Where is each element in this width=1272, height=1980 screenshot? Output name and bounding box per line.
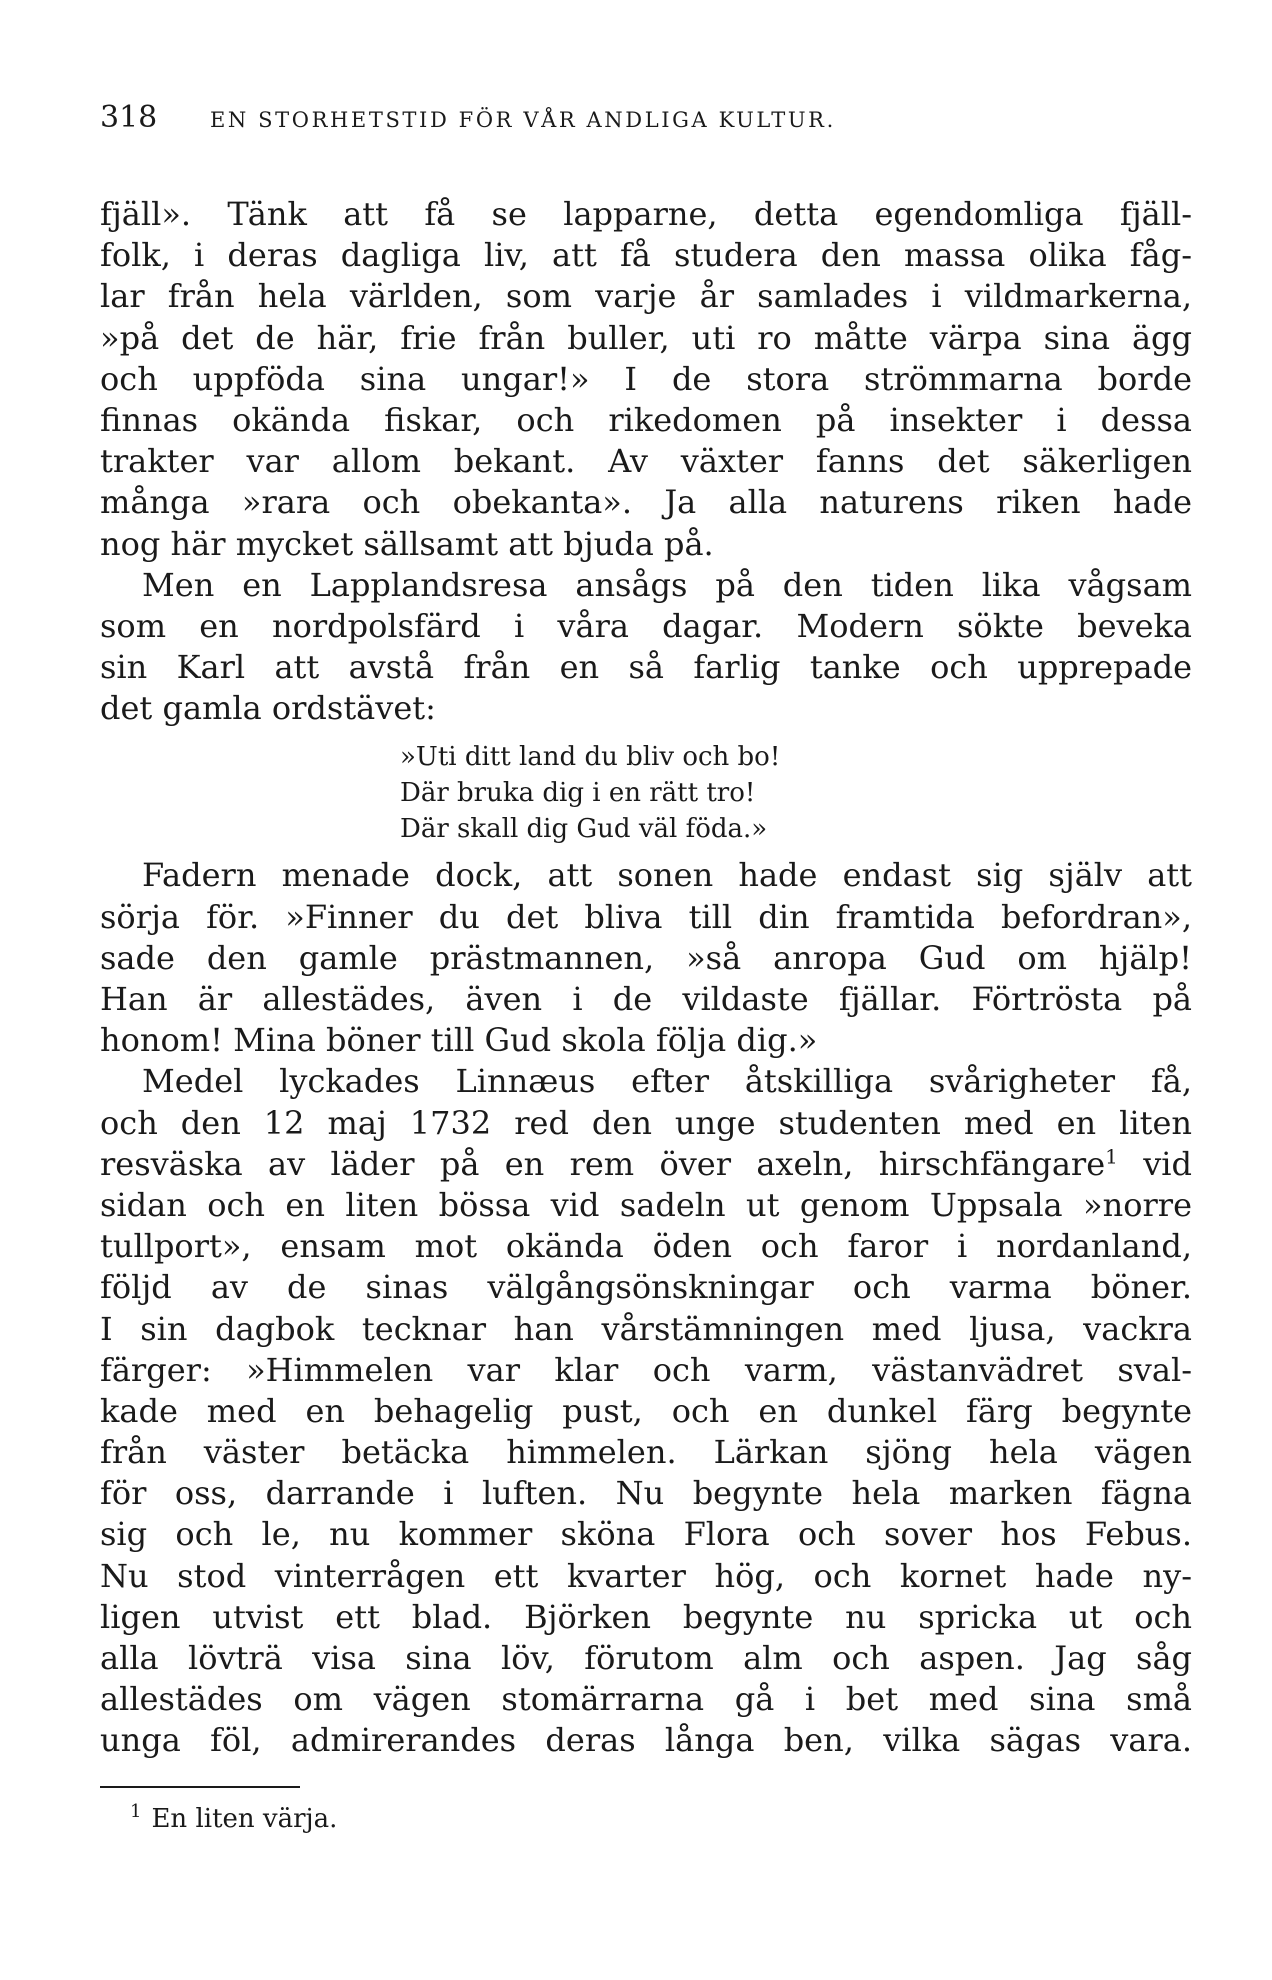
footnote-reference[interactable]: 1	[1105, 1144, 1118, 1169]
text-line: sade den gamle prästmannen, »så anropa Gud om hjälp!	[100, 938, 1192, 977]
paragraph-4	[100, 1061, 1192, 1761]
text-line: fjäll». Tänk att få se lapparne, detta egendomliga fjäll-	[100, 195, 1192, 233]
text-line: det gamla ordstävet:	[100, 689, 436, 728]
text-line: färger: »Himmelen var klar och varm, västanvädret sval-	[100, 1350, 1192, 1389]
running-title: EN STORHETSTID FÖR VÅR ANDLIGA KULTUR.	[210, 108, 836, 132]
text-line: sin Karl att avstå från en så farlig tanke och upprepade	[100, 648, 1192, 687]
text-line: Medel lyckades Linnæus efter åtskilliga svårigheter få,	[142, 1062, 1192, 1101]
text-line: Men en Lapplandsresa ansågs på den tiden lika vågsam	[142, 565, 1192, 604]
footnote-text: En liten värja.	[151, 1803, 338, 1834]
text-line: folk, i deras dagliga liv, att få studera den massa olika fåg-	[100, 236, 1192, 275]
text-line: unga föl, admirerandes deras långa ben, vilka sägas vara.	[100, 1721, 1192, 1760]
paragraph-2	[100, 565, 1192, 730]
verse-line: Där skall dig Gud väl föda.»	[400, 814, 768, 845]
verse-line: »Uti ditt land du bliv och bo!	[400, 742, 781, 773]
text-line: sörja för. »Finner du det bliva till din framtida befordran»,	[100, 897, 1192, 936]
text-line: honom! Mina böner till Gud skola följa dig.»	[100, 1021, 818, 1060]
page-number: 318	[100, 100, 158, 135]
text-line: ligen utvist ett blad. Björken begynte nu spricka ut och	[100, 1597, 1192, 1636]
paragraph-1	[100, 194, 1192, 565]
text-line: »på det de här, frie från buller, uti ro måtte värpa sina ägg	[100, 318, 1192, 357]
text-line: finnas okända fiskar, och rikedomen på insekter i dessa	[100, 400, 1192, 439]
text-line: nog här mycket sällsamt att bjuda på.	[100, 524, 714, 563]
text-fragment: resväska av läder på en rem över axeln, hirschfängare	[100, 1144, 1106, 1183]
text-line: och den 12 maj 1732 red den unge studenten med en liten	[100, 1103, 1192, 1142]
text-line: sidan och en liten bössa vid sadeln ut genom Uppsala »norre	[100, 1185, 1192, 1224]
paragraph-3	[100, 855, 1192, 1061]
text-line: allestädes om vägen stomärrarna gå i bet med sina små	[100, 1680, 1192, 1719]
text-line-with-footnote	[100, 1144, 1192, 1185]
text-line: för oss, darrande i luften. Nu begynte hela marken fägna	[100, 1474, 1192, 1513]
text-line: Han är allestädes, även i de vildaste fjällar. Förtrösta på	[100, 980, 1192, 1018]
text-line: tullport», ensam mot okända öden och faror i nordanland,	[100, 1227, 1192, 1266]
text-line: Fadern menade dock, att sonen hade endast sig själv att	[142, 856, 1192, 895]
footnote-mark: 1	[130, 1800, 142, 1822]
text-line: sig och le, nu kommer sköna Flora och sover hos Febus.	[100, 1515, 1192, 1554]
verse-quote	[400, 739, 1192, 847]
text-line: från väster betäcka himmelen. Lärkan sjöng hela vägen	[100, 1433, 1192, 1472]
text-line: och uppföda sina ungar!» I de stora strömmarna borde	[100, 359, 1192, 398]
text-line: Nu stod vinterrågen ett kvarter hög, och kornet hade ny-	[100, 1556, 1192, 1595]
text-line: trakter var allom bekant. Av växter fanns det säkerligen	[100, 442, 1192, 481]
footnote-divider	[100, 1786, 300, 1788]
text-fragment: vid	[1117, 1144, 1192, 1183]
text-line: som en nordpolsfärd i våra dagar. Modern sökte beveka	[100, 606, 1192, 645]
verse-line: Där bruka dig i en rätt tro!	[400, 778, 756, 809]
text-line: lar från hela världen, som varje år samlades i vildmarkerna,	[100, 277, 1192, 316]
text-line: följd av de sinas välgångsönskningar och varma böner.	[100, 1268, 1192, 1307]
footnote	[100, 1802, 1192, 1836]
running-head	[100, 100, 1192, 160]
text-line: kade med en behagelig pust, och en dunkel färg begynte	[100, 1391, 1192, 1430]
text-line: många »rara och obekanta». Ja alla naturens riken hade	[100, 483, 1192, 522]
book-page	[100, 100, 1192, 1836]
text-line: alla lövträ visa sina löv, förutom alm och aspen. Jag såg	[100, 1639, 1192, 1677]
text-line: I sin dagbok tecknar han vårstämningen med ljusa, vackra	[100, 1309, 1192, 1348]
